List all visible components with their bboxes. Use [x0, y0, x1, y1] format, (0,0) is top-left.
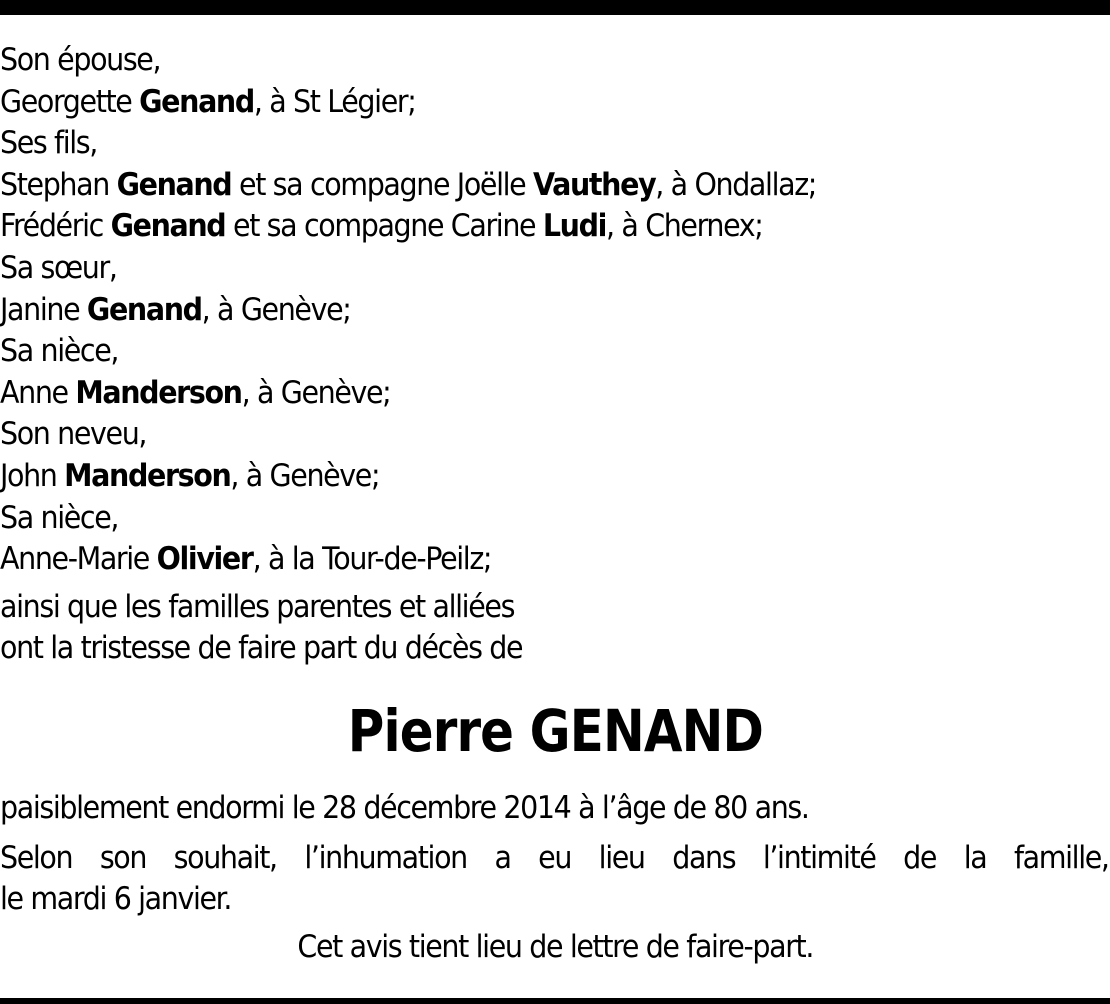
- announcement-line: ainsi que les familles parentes et alliées: [0, 588, 515, 625]
- burial-line: le mardi 6 janvier.: [0, 881, 232, 918]
- family-line: Son épouse,: [0, 42, 161, 78]
- family-name: Genand: [139, 83, 254, 120]
- announcement-line: ont la tristesse de faire part du décès de: [0, 630, 523, 667]
- family-name: Vauthey: [533, 166, 656, 203]
- family-line: Son neveu,: [0, 416, 147, 453]
- family-name: Manderson: [75, 374, 242, 411]
- bottom-rule: [0, 998, 1110, 1004]
- family-name: Genand: [86, 291, 202, 328]
- family-name: Genand: [116, 166, 232, 203]
- family-line: Frédéric Genand et sa compagne Carine Ludi, à Chernex;: [0, 208, 763, 245]
- family-line: Ses fils,: [0, 125, 97, 162]
- closing-line: Cet avis tient lieu de lettre de faire-part.: [297, 928, 813, 965]
- family-line: Sa sœur,: [0, 249, 117, 286]
- family-name: Ludi: [542, 208, 607, 245]
- family-line: Anne Manderson, à Genève;: [0, 374, 391, 411]
- death-notice: [0, 40, 1110, 968]
- top-rule: [0, 0, 1110, 15]
- family-line: Georgette Genand, à St Légier;: [0, 83, 416, 120]
- family-line: John Manderson, à Genève;: [0, 457, 380, 494]
- family-line: Anne-Marie Olivier, à la Tour-de-Peilz;: [0, 541, 492, 578]
- family-name: Olivier: [156, 541, 253, 578]
- family-line: Janine Genand, à Genève;: [0, 291, 351, 328]
- family-name: Manderson: [64, 457, 231, 494]
- family-name: Genand: [110, 208, 226, 245]
- family-line: Sa nièce,: [0, 499, 119, 536]
- family-line: Stephan Genand et sa compagne Joëlle Vauthey, à Ondallaz;: [0, 166, 817, 203]
- death-line: paisiblement endormi le 28 décembre 2014 à l’âge de 80 ans.: [0, 789, 809, 826]
- family-line: Sa nièce,: [0, 333, 119, 370]
- deceased-name: Pierre GENAND: [347, 696, 763, 765]
- burial-line: Selon son souhait, l’inhumation a eu lieu dans l’intimité de la famille,: [0, 839, 1109, 876]
